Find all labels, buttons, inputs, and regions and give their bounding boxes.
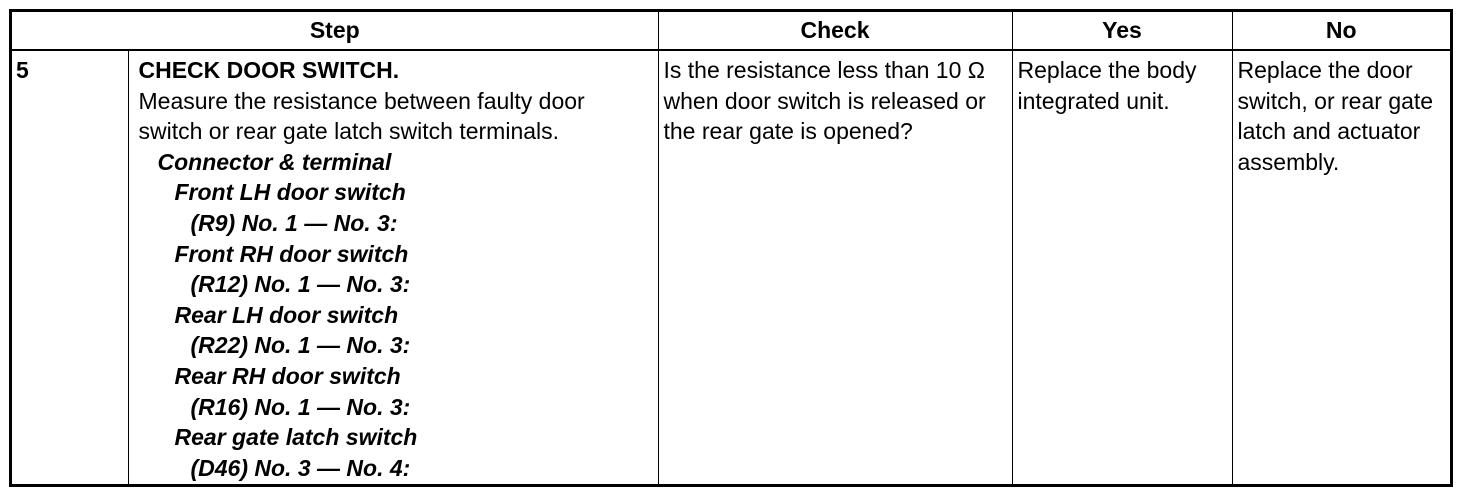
check-cell: [658, 50, 1012, 484]
connector-name: Rear gate latch switch: [174, 424, 418, 451]
yes-cell: [1012, 50, 1232, 484]
check-line: Is the resistance less than 10 Ω: [663, 57, 985, 83]
no-line: Replace the door: [1237, 57, 1413, 83]
header-row: [12, 12, 1450, 50]
connector-terminal: (R9) No. 1 — No. 3:: [190, 209, 398, 236]
diagnostic-table: [12, 12, 1450, 484]
step-cell: [128, 50, 658, 484]
connector-terminal: (R22) No. 1 — No. 3:: [190, 332, 411, 359]
step-instruction-line: switch or rear gate latch switch terminals.: [138, 118, 560, 145]
connector-terminal: (R16) No. 1 — No. 3:: [190, 393, 411, 420]
connector-name: Rear LH door switch: [174, 301, 399, 328]
yes-line: Replace the body: [1017, 57, 1197, 83]
header-check: Check: [658, 12, 1012, 50]
connector-terminal: (R12) No. 1 — No. 3:: [190, 271, 411, 298]
header-no: No: [1232, 12, 1450, 50]
connector-name: Rear RH door switch: [174, 362, 401, 389]
diagnostic-table-frame: [9, 9, 1453, 487]
connector-terminal: (D46) No. 3 — No. 4:: [190, 454, 411, 481]
check-line: the rear gate is opened?: [663, 118, 913, 145]
step-title: CHECK DOOR SWITCH.: [138, 57, 400, 83]
no-line: switch, or rear gate: [1237, 87, 1434, 114]
header-step: Step: [12, 12, 658, 50]
yes-line: integrated unit.: [1017, 87, 1170, 114]
no-line: assembly.: [1237, 148, 1340, 175]
header-yes: Yes: [1012, 12, 1232, 50]
table-row: [12, 50, 1450, 484]
step-number: 5: [12, 50, 128, 484]
no-cell: [1232, 50, 1450, 484]
step-instruction-line: Measure the resistance between faulty door: [138, 87, 585, 114]
connector-name: Front RH door switch: [174, 240, 409, 267]
check-line: when door switch is released or: [663, 87, 986, 114]
no-line: latch and actuator: [1237, 118, 1421, 145]
connector-heading: Connector & terminal: [157, 148, 392, 175]
connector-name: Front LH door switch: [174, 179, 406, 206]
